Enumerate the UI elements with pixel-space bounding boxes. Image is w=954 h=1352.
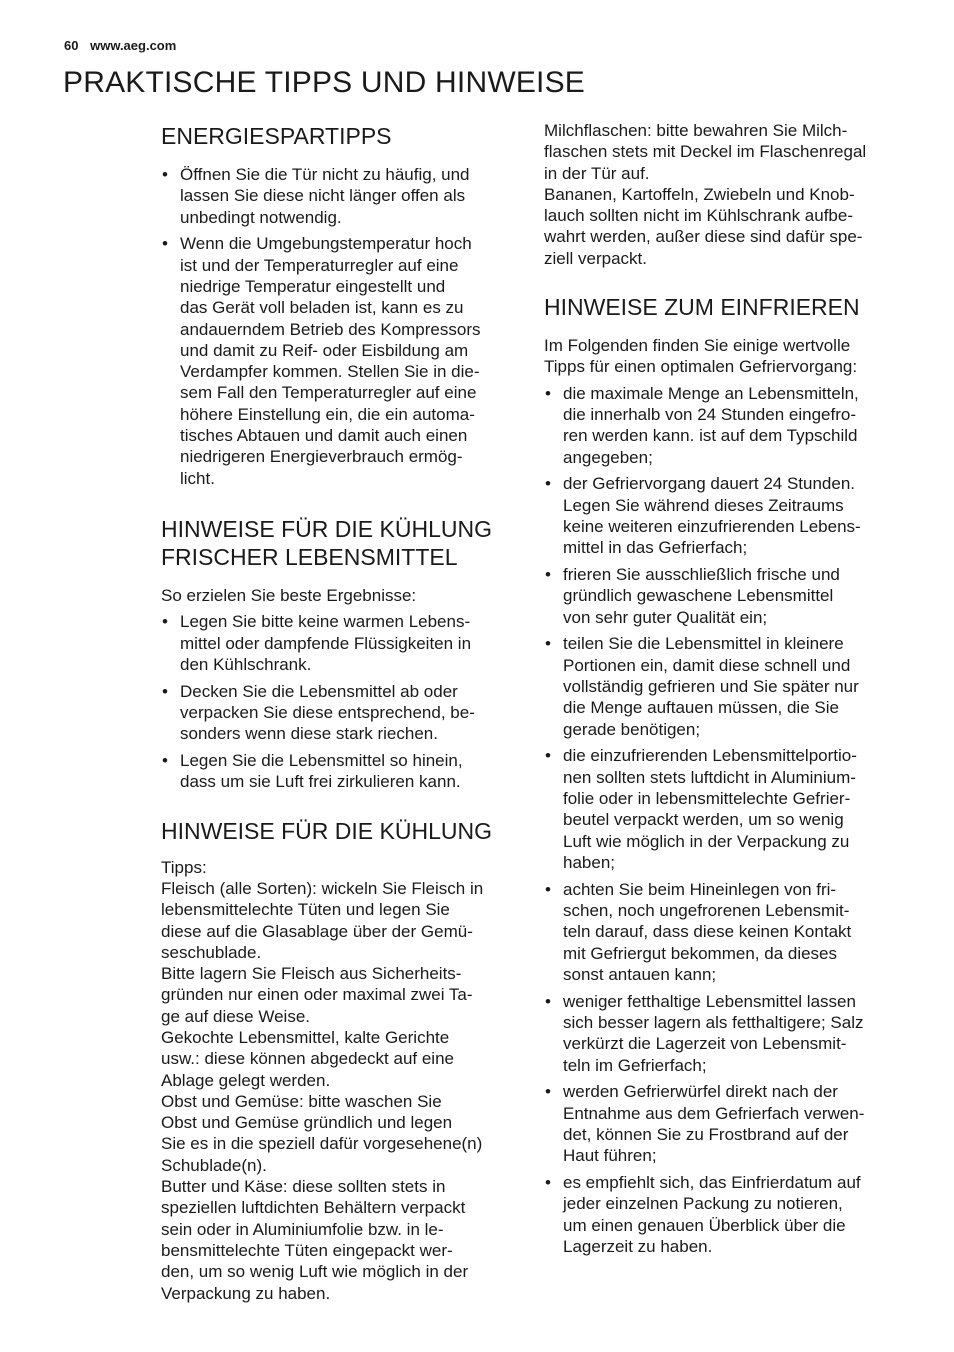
list-item: • teilen Sie die Lebensmittel in kleinere Portionen ein, damit diese schnell und vollständig gefrieren und Sie später nur die Menge auftauen müssen, die Sie gerade benötigen; — [544, 633, 898, 739]
freezing-section — [544, 293, 898, 1257]
list-item: • die maximale Menge an Lebensmitteln, die innerhalb von 24 Stunden eingefro- ren werden kann. ist auf dem Typschild angegeben; — [544, 383, 898, 468]
page-title: PRAKTISCHE TIPPS UND HINWEISE — [63, 66, 585, 99]
left-column — [161, 120, 513, 1304]
energy-saving-section — [161, 122, 513, 489]
list-item: • Wenn die Umgebungstemperatur hoch ist und der Temperaturregler auf eine niedrige Temperatur eingestellt und das Gerät voll beladen ist, kann es zu andauerndem Betrieb des Kompressors und damit zu Reif- oder Eisbildung am Verdampfer kommen. Stellen Sie in die- sem Fall den Temperaturregler auf eine höhere Einstellung ein, die ein automa- tisches Abtauen und damit auch einen niedrigeren Energieverbrauch ermög- licht. — [161, 233, 513, 489]
list-item: • Decken Sie die Lebensmittel ab oder verpacken Sie diese entsprechend, be- sonders wenn diese stark riechen. — [161, 681, 513, 745]
list-item: • weniger fetthaltige Lebensmittel lassen sich besser lagern als fetthaltigere; Salz verkürzt die Lagerzeit von Lebensmit- teln im Gefrierfach; — [544, 991, 898, 1076]
fresh-food-intro: So erzielen Sie beste Ergebnisse: — [161, 585, 417, 605]
list-item: • der Gefriervorgang dauert 24 Stunden. Legen Sie während dieses Zeitraums keine weiteren einzufrierenden Lebens- mittel in das Gefrierfach; — [544, 473, 898, 558]
list-item: • die einzufrierenden Lebensmittelportio- nen sollten stets luftdicht in Aluminium- folie oder in lebensmittelechte Gefrier- beutel verpackt werden, um so wenig Luft wie möglich in der Verpackung zu haben; — [544, 745, 898, 873]
cooling-continued-text: Milchflaschen: bitte bewahren Sie Milch- flaschen stets mit Deckel im Flaschenregal in der Tür auf. Bananen, Kartoffeln, Zwiebeln und Knob- lauch sollten nicht im Kühlschrank aufbe- wahrt werden, außer diese sind dafür spe- ziell verpackt. — [544, 121, 867, 268]
freezing-intro: Im Folgenden finden Sie einige wertvolle Tipps für einen optimalen Gefriervorgang: — [544, 336, 858, 377]
list-item: • achten Sie beim Hineinlegen von fri- schen, noch ungefrorenen Lebensmit- teln darauf, dass diese keinen Kontakt mit Gefriergut bekommen, da dieses sonst antauen kann; — [544, 879, 898, 985]
energy-saving-list — [161, 164, 513, 489]
freezing-heading: HINWEISE ZUM EINFRIEREN — [544, 294, 860, 321]
list-item: • Öffnen Sie die Tür nicht zu häufig, und lassen Sie diese nicht länger offen als unbedingt notwendig. — [161, 164, 513, 228]
right-column — [544, 120, 898, 1263]
list-item: • frieren Sie ausschließlich frische und gründlich gewaschene Lebensmittel von sehr guter Qualität ein; — [544, 564, 898, 628]
cooling-heading: HINWEISE FÜR DIE KÜHLUNG — [161, 817, 492, 844]
fresh-food-section — [161, 515, 513, 793]
fresh-food-heading: HINWEISE FÜR DIE KÜHLUNG FRISCHER LEBENSMITTEL — [161, 515, 492, 570]
list-item: • es empfiehlt sich, das Einfrierdatum auf jeder einzelnen Packung zu notieren, um einen genauen Überblick über die Lagerzeit zu haben. — [544, 1172, 898, 1257]
freezing-list — [544, 383, 898, 1258]
cooling-text: Tipps: Fleisch (alle Sorten): wickeln Sie Fleisch in lebensmittelechte Tüten und legen Sie diese auf die Glasablage über der Gemü- seschublade. Bitte lagern Sie Fleisch aus Sicherheits- gründen nur einen oder maximal zwei Ta- ge auf diese Weise. Gekochte Lebensmittel, kalte Gerichte usw.: diese können abgedeckt auf eine Ablage gelegt werden. Obst und Gemüse: bitte waschen Sie Obst und Gemüse gründlich und legen Sie es in die speziell dafür vorgesehene(n) Schublade(n). Butter und Käse: diese sollten stets in speziellen luftdichten Behältern verpackt sein oder in Aluminiumfolie bzw. in le- bensmittelechte Tüten eingepackt wer- den, um so wenig Luft wie möglich in der Verpackung zu haben. — [161, 857, 484, 1303]
fresh-food-list — [161, 611, 513, 792]
energy-saving-heading: ENERGIESPARTIPPS — [161, 123, 392, 149]
website-url: www.aeg.com — [90, 38, 177, 53]
cooling-section — [161, 817, 513, 1304]
page-number: 60 — [64, 38, 79, 53]
page-header — [64, 38, 176, 53]
list-item: • werden Gefrierwürfel direkt nach der Entnahme aus dem Gefrierfach verwen- det, können Sie zu Frostbrand auf der Haut führen; — [544, 1081, 898, 1166]
list-item: • Legen Sie die Lebensmittel so hinein, dass um sie Luft frei zirkulieren kann. — [161, 750, 513, 793]
list-item: • Legen Sie bitte keine warmen Lebens- mittel oder dampfende Flüssigkeiten in den Kühlschrank. — [161, 611, 513, 675]
